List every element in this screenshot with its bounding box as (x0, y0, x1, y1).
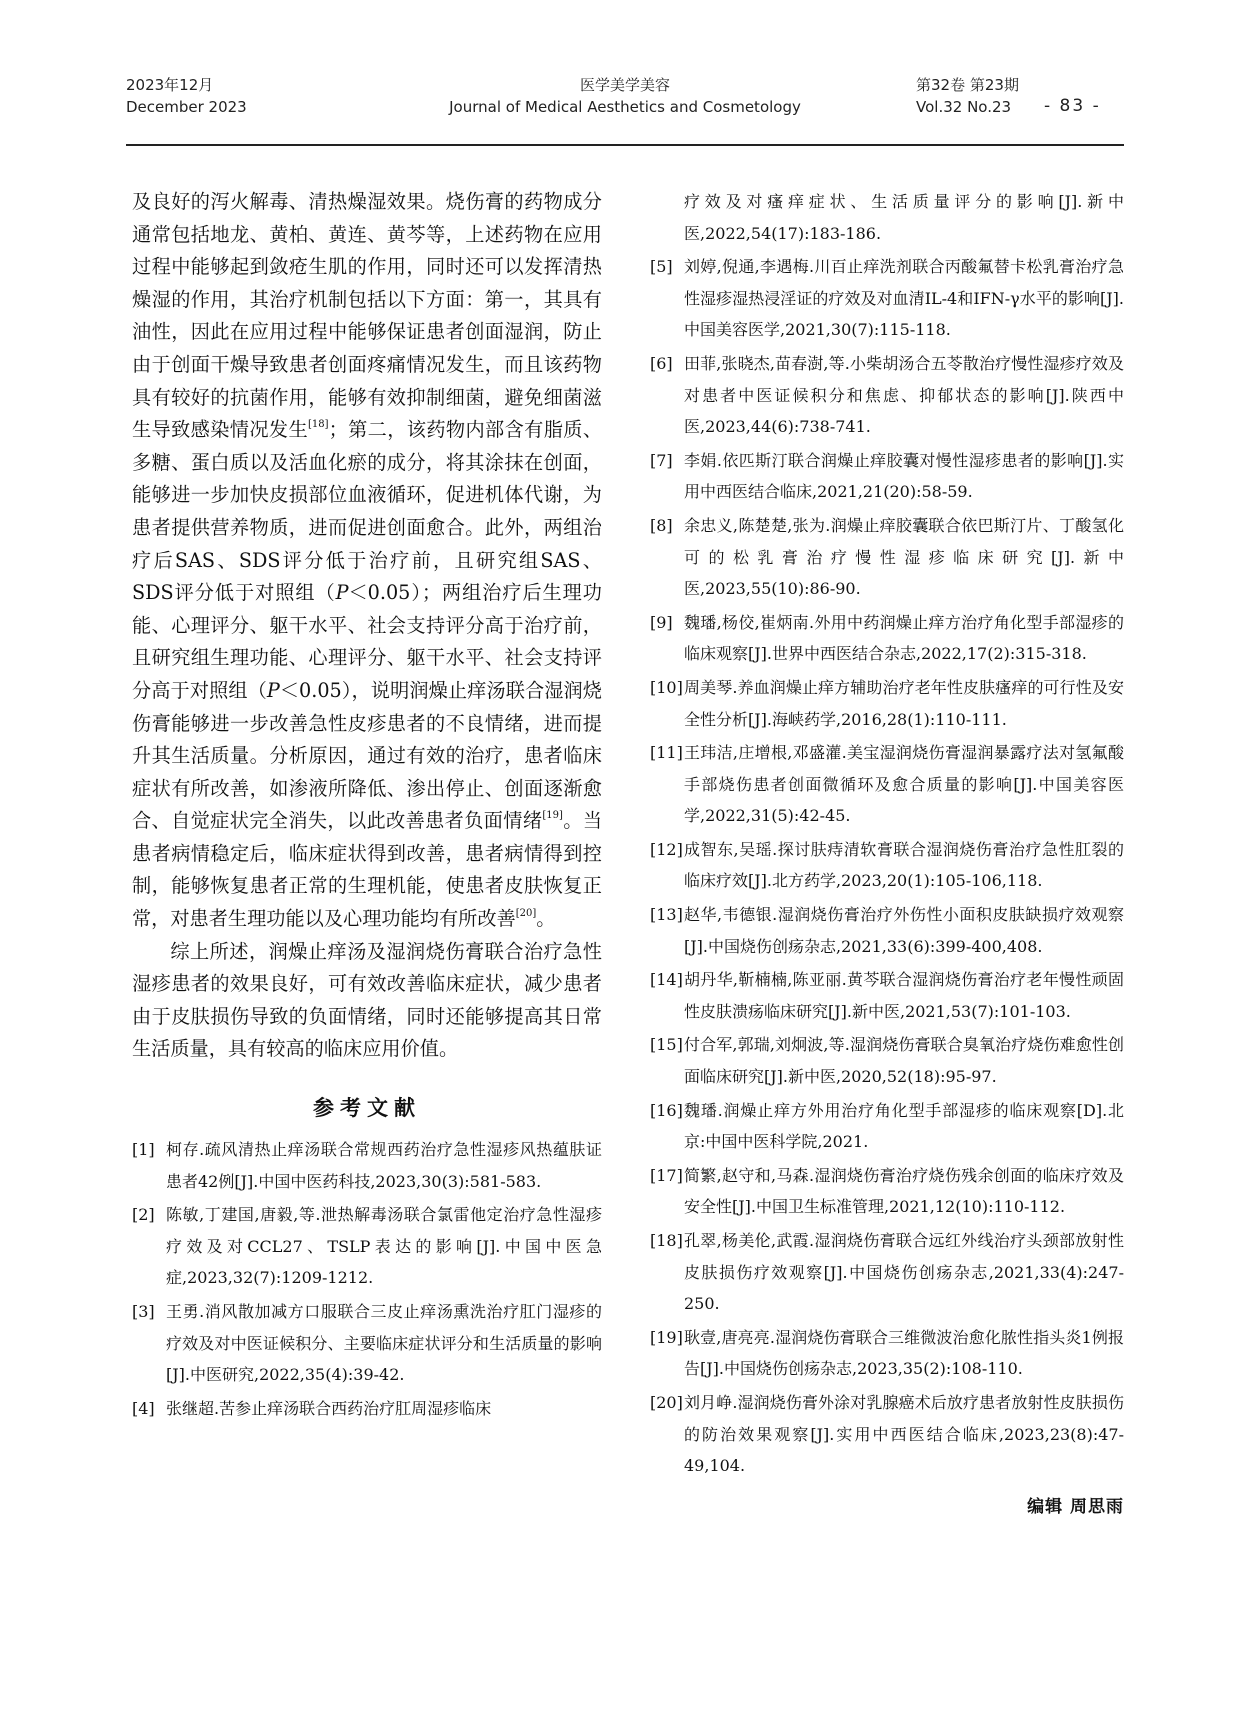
reference-list-right (650, 186, 1124, 1482)
reference-number: [3] (132, 1302, 155, 1321)
reference-text: 刘婷,倪通,李遇梅.川百止痒洗剂联合丙酸氟替卡松乳膏治疗急性湿疹湿热浸淫证的疗效及对血清IL-4和IFN-γ水平的影响[J].中国美容医学,2021,30(7):115-118. (684, 257, 1124, 340)
p-value-symbol: P (266, 678, 280, 702)
reference-continuation (650, 186, 1124, 249)
text-run: 。 (536, 907, 556, 931)
reference-number: [5] (650, 257, 673, 277)
reference-number: [20] (650, 1392, 683, 1412)
citation-19[interactable]: [19] (542, 810, 563, 822)
reference-number: [13] (650, 905, 683, 925)
reference-number: [18] (650, 1231, 683, 1250)
reference-number: [16] (650, 1100, 683, 1120)
citation-20[interactable]: [20] (515, 908, 537, 920)
header-date-cn: 2023年12月 (126, 76, 214, 94)
header-volume-en: Vol.32 No.23 (916, 98, 1012, 116)
header-date-en: December 2023 (126, 98, 247, 116)
reference-text: 成智东,吴瑶.探讨肤痔清软膏联合湿润烧伤膏治疗急性肛裂的临床疗效[J].北方药学,2023,20(1):105-106,118. (684, 839, 1124, 891)
reference-text: 赵华,韦德银.湿润烧伤膏治疗外伤性小面积皮肤缺损疗效观察[J].中国烧伤创疡杂志,2021,33(6):399-400,408. (684, 905, 1124, 956)
reference-item (650, 899, 1124, 962)
paragraph-discussion (132, 186, 602, 936)
reference-number: [14] (650, 970, 683, 990)
left-column (132, 186, 602, 1426)
reference-item (650, 1322, 1124, 1385)
reference-text: 刘月峥.湿润烧伤膏外涂对乳腺癌术后放疗患者放射性皮肤损伤的防治效果观察[J].实用中西医结合临床,2023,23(8):47-49,104. (684, 1392, 1124, 1476)
reference-text: 陈敏,丁建国,唐毅,等.泄热解毒汤联合氯雷他定治疗急性湿疹疗效及对CCL27、TSLP表达的影响[J].中国中医急症,2023,32(7):1209-1212. (166, 1205, 602, 1288)
reference-item (132, 1134, 602, 1197)
references-heading: 参考文献 (313, 1096, 421, 1121)
reference-item (650, 1225, 1124, 1320)
reference-text: 王玮洁,庄增根,邓盛灌.美宝湿润烧伤膏湿润暴露疗法对氢氟酸手部烧伤患者创面微循环及愈合质量的影响[J].中国美容医学,2022,31(5):42-45. (684, 743, 1124, 826)
right-column (650, 186, 1124, 1517)
paragraph-conclusion: 综上所述，润燥止痒汤及湿润烧伤膏联合治疗急性湿疹患者的效果良好，可有效改善临床症状，减少患者由于皮肤损伤导致的负面情绪，同时还能够提高其日常生活质量，具有较高的临床应用价值。 (132, 939, 602, 1061)
header-volume (916, 74, 1019, 118)
reference-text: 孔翠,杨美伦,武霞.湿润烧伤膏联合远红外线治疗头颈部放射性皮肤损伤疗效观察[J].中国烧伤创疡杂志,2021,33(4):247-250. (684, 1231, 1124, 1314)
header-journal-cn: 医学美学美容 (579, 76, 670, 94)
reference-number: [8] (650, 515, 673, 535)
header-journal-en: Journal of Medical Aesthetics and Cosmetology (449, 98, 801, 116)
reference-text: 简繁,赵守和,马森.湿润烧伤膏治疗烧伤残余创面的临床疗效及安全性[J].中国卫生标准管理,2021,12(10):110-112. (684, 1165, 1124, 1217)
reference-number: [7] (650, 450, 673, 470)
reference-item (650, 510, 1124, 605)
reference-text: 柯存.疏风清热止痒汤联合常规西药治疗急性湿疹风热蕴肤证患者42例[J].中国中医药科技,2023,30(3):581-583. (166, 1140, 602, 1191)
p-value-symbol: P (335, 581, 349, 605)
reference-item (650, 672, 1124, 735)
reference-text: 周美琴.养血润燥止痒方辅助治疗老年性皮肤瘙痒的可行性及安全性分析[J].海峡药学,2016,28(1):110-111. (684, 677, 1124, 729)
reference-number: [15] (650, 1035, 683, 1055)
header-divider (126, 144, 1124, 146)
reference-text: 张继超.苦参止痒汤联合西药治疗肛周湿疹临床 (166, 1398, 492, 1418)
reference-item (650, 834, 1124, 897)
text-run: ＜0.05）；两组治疗后生理功能、心理评分、躯干水平、社会支持评分高于治疗前，且研究组生理功能、心理评分、躯干水平、社会支持评分高于对照组（ (132, 581, 602, 702)
reference-text: 耿壹,唐亮亮.湿润烧伤膏联合三维微波治愈化脓性指头炎1例报告[J].中国烧伤创疡杂志,2023,35(2):108-110. (684, 1327, 1124, 1379)
reference-text: 余忠义,陈楚楚,张为.润燥止痒胶囊联合依巴斯汀片、丁酸氢化可的松乳膏治疗慢性湿疹临床研究[J].新中医,2023,55(10):86-90. (684, 515, 1124, 599)
reference-text: 李娟.依匹斯汀联合润燥止痒胶囊对慢性湿疹患者的影响[J].实用中西医结合临床,2021,21(20):58-59. (684, 450, 1124, 502)
reference-text: 付合军,郭瑞,刘炯波,等.湿润烧伤膏联合臭氧治疗烧伤难愈性创面临床研究[J].新中医,2020,52(18):95-97. (684, 1035, 1124, 1087)
editor-credit: 编辑 周思雨 (1027, 1496, 1124, 1517)
reference-item (650, 348, 1124, 443)
text-run: ；第二，该药物内部含有脂质、多糖、蛋白质以及活血化瘀的成分，将其涂抹在创面，能够进一步加快皮损部位血液循环，促进机体代谢，为患者提供营养物质，进而促进创面愈合。此外，两组治疗后SAS、SDS评分低于治疗前，且研究组SAS、SDS评分低于对照组（ (132, 418, 603, 605)
reference-item (650, 1387, 1124, 1482)
reference-item (650, 251, 1124, 346)
reference-text: 魏璠.润燥止痒方外用治疗角化型手部湿疹的临床观察[D].北京:中国中医科学院,2021. (684, 1100, 1124, 1152)
reference-item (132, 1296, 602, 1391)
reference-item (650, 1029, 1124, 1092)
reference-item (132, 1199, 602, 1294)
reference-number: [1] (132, 1140, 155, 1160)
reference-text: 魏璠,杨佼,崔炳南.外用中药润燥止痒方治疗角化型手部湿疹的临床观察[J].世界中西医结合杂志,2022,17(2):315-318. (684, 612, 1124, 664)
reference-text: 王勇.消风散加减方口服联合三皮止痒汤熏洗治疗肛门湿疹的疗效及对中医证候积分、主要临床症状评分和生活质量的影响[J].中医研究,2022,35(4):39-42. (166, 1302, 602, 1385)
reference-item (650, 607, 1124, 670)
reference-number: [9] (650, 612, 673, 632)
text-run: ＜0.05），说明润燥止痒汤联合湿润烧伤膏能够进一步改善急性皮疹患者的不良情绪，进而提升其生活质量。分析原因，通过有效的治疗，患者临床症状有所改善，如渗液所降低、渗出停止、创面逐渐愈合、自觉症状完全消失，以此改善患者负面情绪 (132, 678, 602, 833)
reference-number: [2] (132, 1205, 155, 1225)
reference-number: [6] (650, 353, 673, 373)
reference-number: [10] (650, 677, 683, 697)
text-run: 及良好的泻火解毒、清热燥湿效果。烧伤膏的药物成分通常包括地龙、黄柏、黄连、黄芩等，上述药物在应用过程中能够起到敛疮生肌的作用，同时还可以发挥清热燥湿的作用，其治疗机制包括以下方面：第一，其具有油性，因此在应用过程中能够保证患者创面湿润，防止由于创面干燥导致患者创面疼痛情况发生，而且该药物具有较好的抗菌作用，能够有效抑制细菌，避免细菌滋生导致感染情况发生 (132, 190, 602, 442)
reference-number: [19] (650, 1327, 683, 1347)
reference-item (650, 1160, 1124, 1223)
page-number: - 83 - (1044, 96, 1101, 116)
reference-number: [12] (650, 839, 683, 859)
header-volume-cn: 第32卷 第23期 (916, 76, 1019, 94)
text-run: 。当患者病情稳定后，临床症状得到改善，患者病情得到控制，能够恢复患者正常的生理机能，使患者皮肤恢复正常，对患者生理功能以及心理功能均有所改善 (132, 809, 603, 931)
page-header (126, 74, 1124, 146)
reference-number: [11] (650, 743, 683, 763)
reference-item (650, 964, 1124, 1027)
body-text (132, 186, 602, 1066)
reference-item (650, 737, 1124, 832)
reference-text: 田菲,张晓杰,苗春澍,等.小柴胡汤合五苓散治疗慢性湿疹疗效及对患者中医证候积分和焦虑、抑郁状态的影响[J].陕西中医,2023,44(6):738-741. (684, 353, 1124, 437)
reference-item (132, 1393, 602, 1425)
citation-18[interactable]: [18] (308, 419, 329, 431)
reference-text: 胡丹华,靳楠楠,陈亚丽.黄芩联合湿润烧伤膏治疗老年慢性顽固性皮肤溃疡临床研究[J].新中医,2021,53(7):101-103. (684, 970, 1124, 1021)
reference-number: [17] (650, 1165, 683, 1185)
reference-item (650, 1095, 1124, 1158)
reference-text: 疗效及对瘙痒症状、生活质量评分的影响[J].新中医,2022,54(17):183-186. (684, 192, 1124, 243)
reference-list-left (132, 1134, 602, 1424)
reference-item (650, 445, 1124, 508)
reference-number: [4] (132, 1398, 155, 1418)
